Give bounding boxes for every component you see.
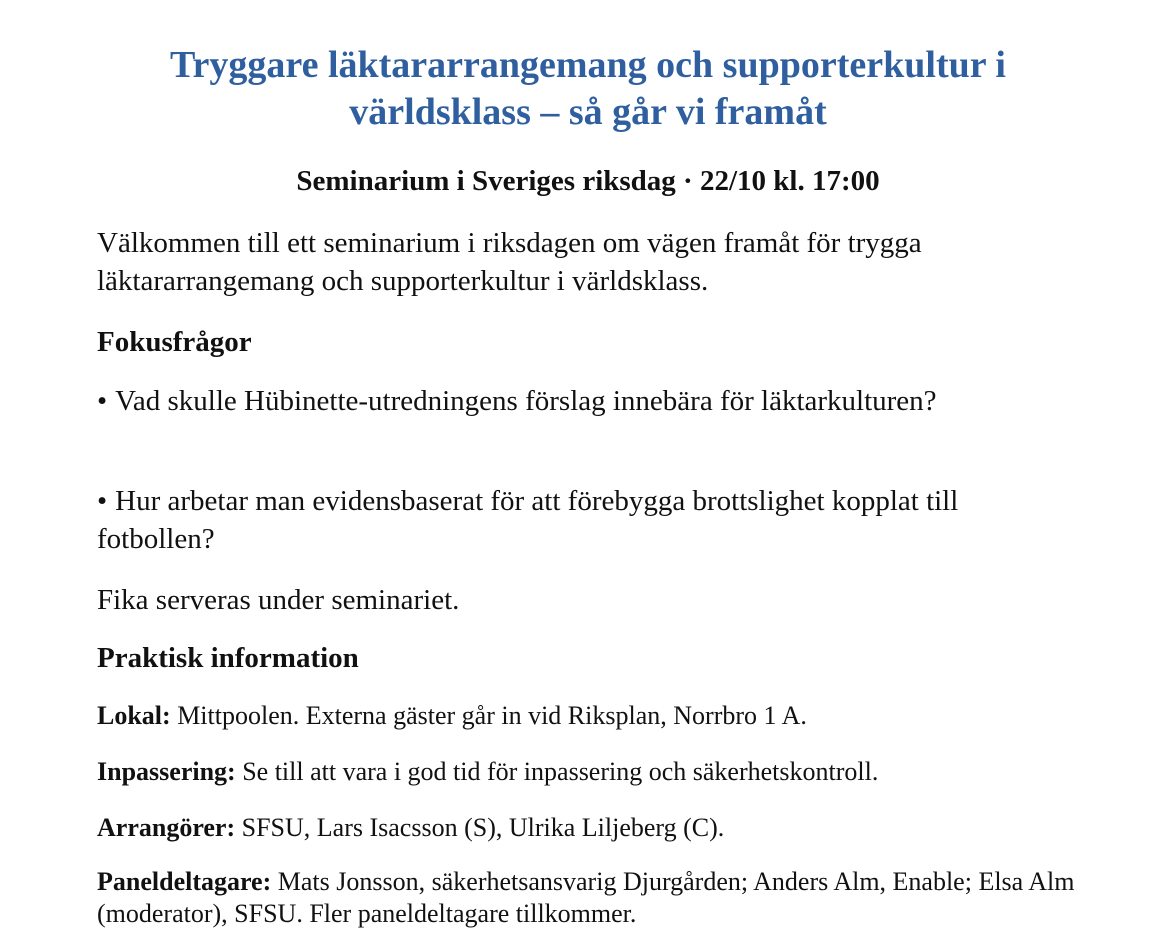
fika-note: Fika serveras under seminariet. <box>97 584 460 616</box>
info-label: Arrangörer: <box>97 813 236 842</box>
info-text: Mats Jonsson, säkerhetsansvarig Djurgården; Anders Alm, Enable; Elsa Alm (moderator), SFSU. Fler paneldeltagare tillkommer. <box>97 867 1075 928</box>
bullet-icon: • <box>97 385 108 417</box>
event-subtitle: Seminarium i Sveriges riksdag · 22/10 kl. 17:00 <box>296 165 880 197</box>
practical-heading: Praktisk information <box>97 642 359 674</box>
info-label: Inpassering: <box>97 757 236 786</box>
focus-heading: Fokusfrågor <box>97 326 252 358</box>
info-location <box>97 700 1079 732</box>
info-organizers <box>97 812 1079 844</box>
intro-paragraph: Välkommen till ett seminarium i riksdagen om vägen framåt för trygga läktararrangemang och supporterkultur i världsklass. <box>97 227 922 297</box>
bullet-icon: • <box>97 485 108 517</box>
info-text: SFSU, Lars Isacsson (S), Ulrika Liljeberg (C). <box>241 813 725 842</box>
info-label: Lokal: <box>97 701 171 730</box>
info-label: Paneldeltagare: <box>97 867 272 896</box>
focus-item-text: Vad skulle Hübinette-utredningens förslag innebära för läktarkulturen? <box>115 385 937 417</box>
info-text: Mittpoolen. Externa gäster går in vid Riksplan, Norrbro 1 A. <box>177 701 807 730</box>
page-title: Tryggare läktararrangemang och supporterkultur i världsklass – så går vi framåt <box>170 44 1006 133</box>
focus-item-text: Hur arbetar man evidensbaserat för att förebygga brottslighet kopplat till fotbollen? <box>97 485 959 555</box>
info-panelists <box>97 866 1079 930</box>
focus-item <box>97 382 1079 420</box>
info-text: Se till att vara i god tid för inpassering och säkerhetskontroll. <box>242 757 879 786</box>
focus-item <box>97 482 1079 558</box>
info-entry <box>97 756 1079 788</box>
